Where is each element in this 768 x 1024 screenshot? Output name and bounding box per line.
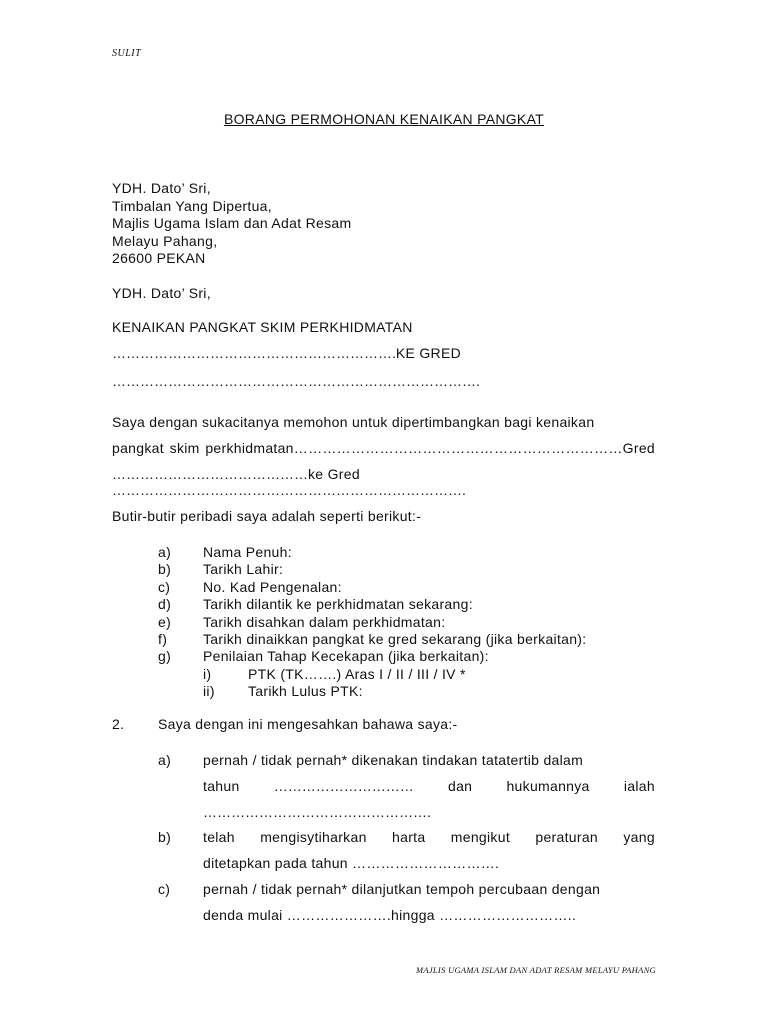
item-word: harta	[392, 829, 426, 845]
address-line: Timbalan Yang Dipertua,	[112, 197, 272, 214]
item-text: Tarikh disahkan dalam perkhidmatan:	[203, 613, 446, 630]
request-line-3	[112, 466, 655, 498]
item-label: ii)	[203, 683, 215, 700]
item-label: b)	[158, 561, 172, 578]
personal-details-list	[158, 544, 586, 701]
item-label: i)	[203, 665, 212, 682]
asset-declaration-year-line[interactable]: ditetapkan pada tahun ………………………….	[203, 855, 500, 871]
section-number: 2.	[112, 716, 125, 732]
grade-blank[interactable]: …………………………………………………………………….	[112, 373, 480, 389]
item-word: yang	[623, 829, 655, 845]
item-text: PTK (TK…….) Aras I / II / III / IV *	[248, 665, 466, 682]
request-line-1: Saya dengan sukacitanya memohon untuk dipertimbangkan bagi kenaikan	[112, 414, 595, 430]
sub-list-item	[158, 666, 586, 683]
address-line: 26600 PEKAN	[112, 250, 206, 266]
item-label: f)	[158, 631, 168, 648]
classification-label: SULIT	[112, 48, 142, 59]
address-line: Majlis Ugama Islam dan Adat Resam	[112, 215, 352, 231]
item-text: Nama Penuh:	[203, 544, 292, 560]
item-line: pernah / tidak pernah* dikenakan tindakan tatatertib dalam	[203, 752, 584, 768]
subject-line: KENAIKAN PANGKAT SKIM PERKHIDMATAN	[112, 319, 413, 335]
item-text: No. Kad Pengenalan:	[203, 578, 342, 595]
subject-grade-line	[112, 345, 461, 361]
item-word: telah	[203, 829, 235, 845]
list-item	[158, 631, 586, 648]
list-item	[158, 596, 586, 613]
request-to-grade-label: ke Gred	[308, 466, 360, 482]
item-label: b)	[158, 829, 172, 845]
scheme-blank[interactable]: …………………………………………………….	[112, 345, 396, 361]
item-label: c)	[158, 881, 171, 897]
item-label: a)	[158, 544, 172, 560]
item-label: d)	[158, 596, 172, 613]
request-word: skim	[169, 440, 200, 456]
item-line	[203, 829, 655, 845]
request-word: pangkat	[112, 440, 164, 456]
form-title: BORANG PERMOHONAN KENAIKAN PANGKAT	[223, 111, 545, 127]
salutation: YDH. Dato’ Sri,	[112, 285, 211, 301]
list-item	[158, 561, 586, 578]
request-scheme-field[interactable]: perkhidmatan……………………………………………………………Gred	[205, 440, 655, 456]
footer-organization: MAJLIS UGAMA ISLAM DAN ADAT RESAM MELAYU PAHANG	[415, 965, 656, 975]
sub-list-item	[158, 683, 586, 700]
item-word: peraturan	[535, 829, 599, 845]
target-grade-blank[interactable]: ………………………………………………………………….	[112, 482, 466, 498]
recipient-address	[112, 180, 351, 268]
item-word: mengisytiharkan	[260, 829, 367, 845]
item-label: g)	[158, 648, 172, 665]
item-word: mengikut	[450, 829, 511, 845]
address-line: YDH. Dato’ Sri,	[112, 180, 211, 196]
item-line	[203, 778, 655, 794]
item-text: Tarikh Lulus PTK:	[248, 683, 363, 700]
section-intro: Saya dengan ini mengesahkan bahawa saya:-	[158, 716, 458, 732]
item-word: ialah	[623, 778, 655, 794]
penalty-blank[interactable]: ………………………………………….	[203, 804, 431, 820]
address-line: Melayu Pahang,	[112, 232, 218, 249]
item-text: Tarikh dilantik ke perkhidmatan sekarang:	[203, 596, 473, 613]
year-blank[interactable]: …………………………	[273, 778, 414, 794]
personal-intro: Butir-butir peribadi saya adalah seperti berikut:-	[112, 508, 422, 524]
item-word: hukumannya	[506, 778, 590, 794]
current-grade-blank[interactable]: ……………………………………	[112, 466, 308, 482]
item-word: dan	[447, 778, 473, 794]
item-text: Penilaian Tahap Kecekapan (jika berkaitan):	[203, 648, 489, 665]
item-word: tahun	[203, 778, 240, 794]
request-line-2	[112, 440, 655, 456]
list-item	[158, 648, 586, 665]
list-item	[158, 544, 586, 561]
item-label: a)	[158, 752, 172, 768]
subject-grade-label: KE GRED	[395, 345, 462, 361]
item-label: e)	[158, 613, 172, 630]
item-text: Tarikh dinaikkan pangkat ke gred sekarang (jika berkaitan):	[203, 631, 587, 648]
item-label: c)	[158, 578, 171, 595]
item-text: Tarikh Lahir:	[203, 561, 284, 578]
list-item	[158, 614, 586, 631]
probation-period-line[interactable]: denda mulai ………………….hingga ………………………..	[203, 907, 577, 923]
item-line: pernah / tidak pernah* dilanjutkan tempoh percubaan dengan	[203, 881, 601, 897]
list-item	[158, 579, 586, 596]
